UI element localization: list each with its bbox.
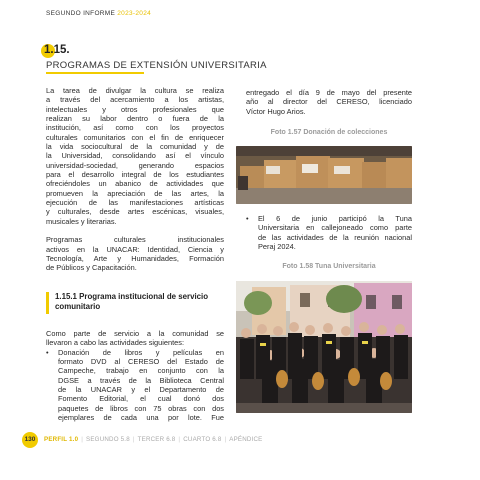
left-column [46,86,224,273]
report-year: 2023-2024 [117,10,152,17]
report-title: SEGUNDO INFORME [46,10,116,17]
donation-line: formato DVD al CERESO del Estado de [58,357,224,367]
photo-caption-1: Foto 1.57 Donación de colecciones [270,129,388,136]
intro-line: la vida sociocultural de la comunidad y de [46,142,224,152]
list-item-tuna [246,214,412,251]
intro-line: ofreciéndoles un abanico de actividades que [46,179,224,189]
intro-line: musicales y literarias. [46,216,117,226]
footer-navigation [44,436,263,443]
title-underline [46,72,144,74]
community-line: Como parte de servicio a la comunidad se [46,329,224,338]
footer-nav-item[interactable]: PERFIL 1.0 [44,436,79,443]
donation-line: ejemplares de cada una por lote. Fue [58,413,224,423]
intro-line: promueven la apreciación de las artes, la [46,188,224,198]
nav-separator: | [81,436,84,443]
intro-line: a través del acercamiento a los artistas, [46,95,224,105]
section-number: 1.15. [44,44,70,56]
tuna-line: de las actividades de la reunión nacional [258,232,412,242]
footer-nav-item[interactable]: CUARTO 6.8 [183,436,222,443]
community-line: llevaron a cabo las actividades siguientes: [46,338,185,348]
tuna-line: Universitaria en callejoneado como parte [258,223,412,233]
section-title: PROGRAMAS DE EXTENSIÓN UNIVERSITARIA [46,60,267,71]
tuna-line: Peraj 2024. [258,242,296,252]
continuation-line: año al director del CERESO, licenciado [246,97,412,107]
donation-line: Fomento Editorial, el cual donó dos [58,394,224,404]
footer-nav-item[interactable]: SEGUNDO 5.8 [86,436,130,443]
donation-line: paquetes de libros con 75 obras con dos [58,403,224,413]
programs-paragraph [46,235,224,272]
subsection-title: 1.15.1 Programa institucional de servicio comunitario [55,292,209,311]
intro-line: institución, así como con los proyectos [46,123,224,133]
nav-separator: | [178,436,181,443]
tuna-group-image [236,281,412,413]
page-number: 130 [24,436,36,443]
bullet-marker: • [46,347,49,357]
tuna-line: El 6 de junio participó la Tuna [258,214,412,223]
intro-line: realizan su labor dentro o fuera de la [46,114,224,124]
donation-line: Campeche, trabajo en conjunto con la [58,366,224,376]
photo-caption-2: Foto 1.58 Tuna Universitaria [282,263,376,270]
programs-line: activos en la UNACAR: Identidad, Ciencia y [46,244,224,254]
donation-line: Donación de libros y películas en [58,347,224,357]
community-block [46,329,224,422]
continuation-line: Víctor Hugo Arios. [246,106,306,116]
intro-line: para el desarrollo integral de los estudiantes [46,170,224,180]
right-column [246,88,412,116]
community-intro [46,329,224,348]
report-header [46,10,151,17]
nav-separator: | [132,436,135,443]
bullet-marker: • [246,214,249,223]
nav-separator: | [224,436,227,443]
intro-line: y culturales, desde artes escénicas, visuales, [46,207,224,217]
intro-line: culturales comunitarios con el fin de enriquecer [46,132,224,142]
book-donation-image [236,146,412,204]
intro-line: intelectuales y otros profesionales que [46,104,224,114]
footer-nav-item[interactable]: TERCER 6.8 [137,436,176,443]
tuna-item [246,214,412,251]
donation-line: de la UNACAR y el Departamento de [58,385,224,395]
intro-line: la Universidad, consolidando así el vínculo [46,151,224,161]
photo-book-donation [236,146,412,204]
programs-line: Tecnología, Arte y Humanidades, Formación [46,253,224,263]
intro-line: La tarea de divulgar la cultura se realiza [46,86,224,95]
footer-nav-item[interactable]: APÉNDICE [229,436,263,443]
continuation-line: entregado el día 9 de mayo del presente [246,88,412,97]
list-item-donation [46,348,224,423]
bullet-text [58,348,224,423]
intro-line: ejecución de las manifestaciones artísticas [46,198,224,208]
programs-line: Programas culturales institucionales [46,235,224,245]
bullet-text [258,214,412,251]
programs-line: de Públicos y Capacitación. [46,263,137,273]
intro-line: universidad-sociedad, generando espacios [46,160,224,170]
photo-tuna-universitaria [236,281,412,413]
continuation-paragraph [246,88,412,116]
donation-line: DGSE a través de la Biblioteca Central [58,375,224,385]
intro-paragraph [46,86,224,226]
